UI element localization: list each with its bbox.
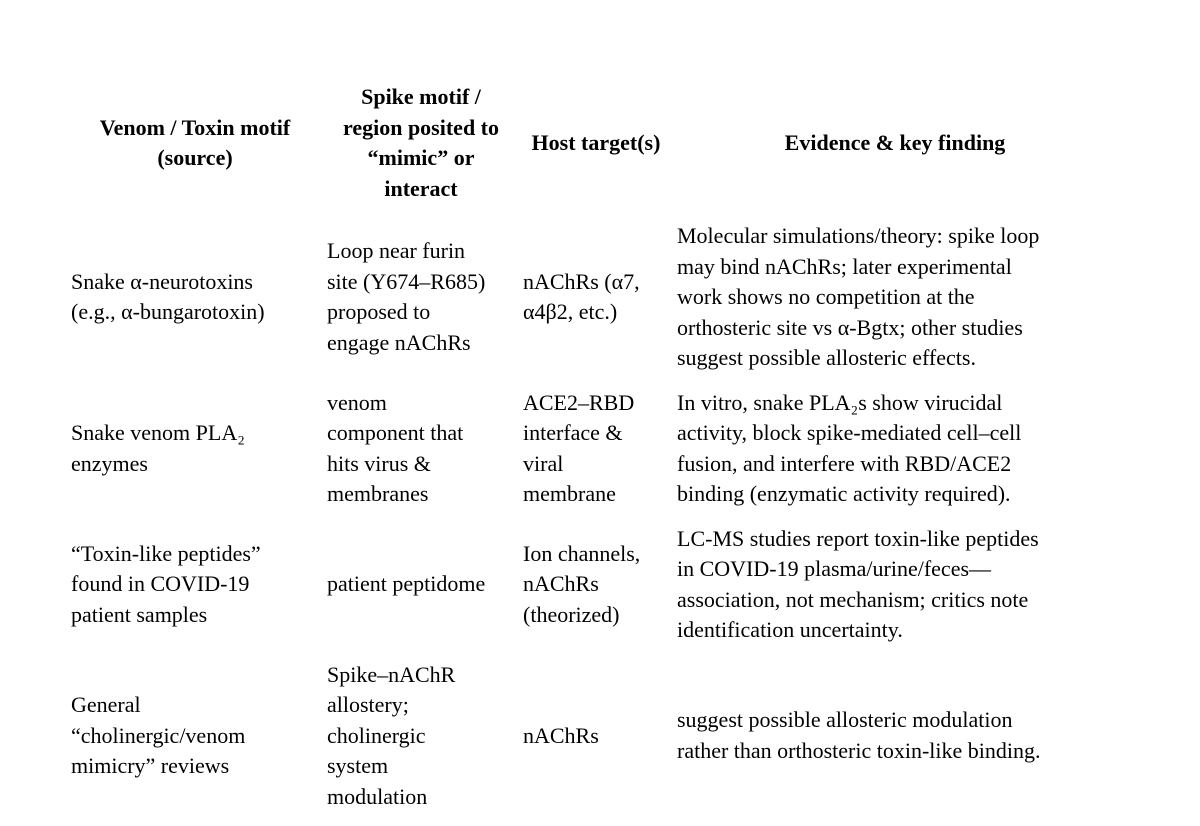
header-spike-motif: Spike motif / region posited to “mimic” or interact — [342, 84, 500, 201]
cell-evidence: In vitro, snake PLA₂s show virucidal activity, block spike-mediated cell–cell fusion, and interfere with RBD/ACE2 binding (enzymatic activity required). — [677, 389, 1022, 506]
cell-venom-toxin-motif: Snake venom PLA₂ enzymes — [71, 420, 245, 476]
cell-venom-toxin-motif: General “cholinergic/venom mimicry” reviews — [71, 692, 246, 778]
cell-spike-motif: Spike–nAChR allostery; cholinergic system modulation — [327, 661, 456, 809]
table-row — [67, 381, 1117, 517]
table-body — [67, 214, 1117, 819]
cell-host-targets: ACE2–RBD interface & viral membrane — [523, 389, 635, 506]
cell-host-targets: Ion channels, nAChRs (theorized) — [523, 540, 641, 627]
table-row — [67, 214, 1117, 381]
table-row — [67, 653, 1117, 820]
table-row — [67, 517, 1117, 653]
table-header — [67, 82, 1117, 214]
cell-spike-motif: venom component that hits virus & membranes — [327, 389, 464, 506]
cell-evidence: Molecular simulations/theory: spike loop may bind nAChRs; later experimental work shows no competition at the orthosteric site vs α-Bgtx; other studies suggest possible allosteric effects. — [677, 223, 1040, 370]
comparison-table — [67, 82, 1117, 819]
cell-evidence: LC-MS studies report toxin-like peptides in COVID-19 plasma/urine/feces— association, not mechanism; critics note identification uncertainty. — [677, 525, 1039, 642]
cell-spike-motif: patient peptidome — [327, 571, 486, 597]
header-row — [67, 82, 1117, 214]
header-venom-toxin-motif: Venom / Toxin motif (source) — [99, 114, 291, 170]
cell-venom-toxin-motif: “Toxin-like peptides” found in COVID-19 patient samples — [71, 540, 261, 627]
header-host-targets: Host target(s) — [531, 129, 661, 155]
cell-spike-motif: Loop near furin site (Y674–R685) proposed to engage nAChRs — [327, 238, 486, 355]
cell-host-targets: nAChRs — [523, 722, 599, 748]
cell-host-targets: nAChRs (α7, α4β2, etc.) — [523, 268, 640, 325]
header-evidence: Evidence & key finding — [784, 129, 1006, 155]
cell-venom-toxin-motif: Snake α-neurotoxins (e.g., α-bungarotoxin) — [71, 268, 265, 325]
cell-evidence: suggest possible allosteric modulation rather than orthosteric toxin-like binding. — [677, 707, 1041, 763]
